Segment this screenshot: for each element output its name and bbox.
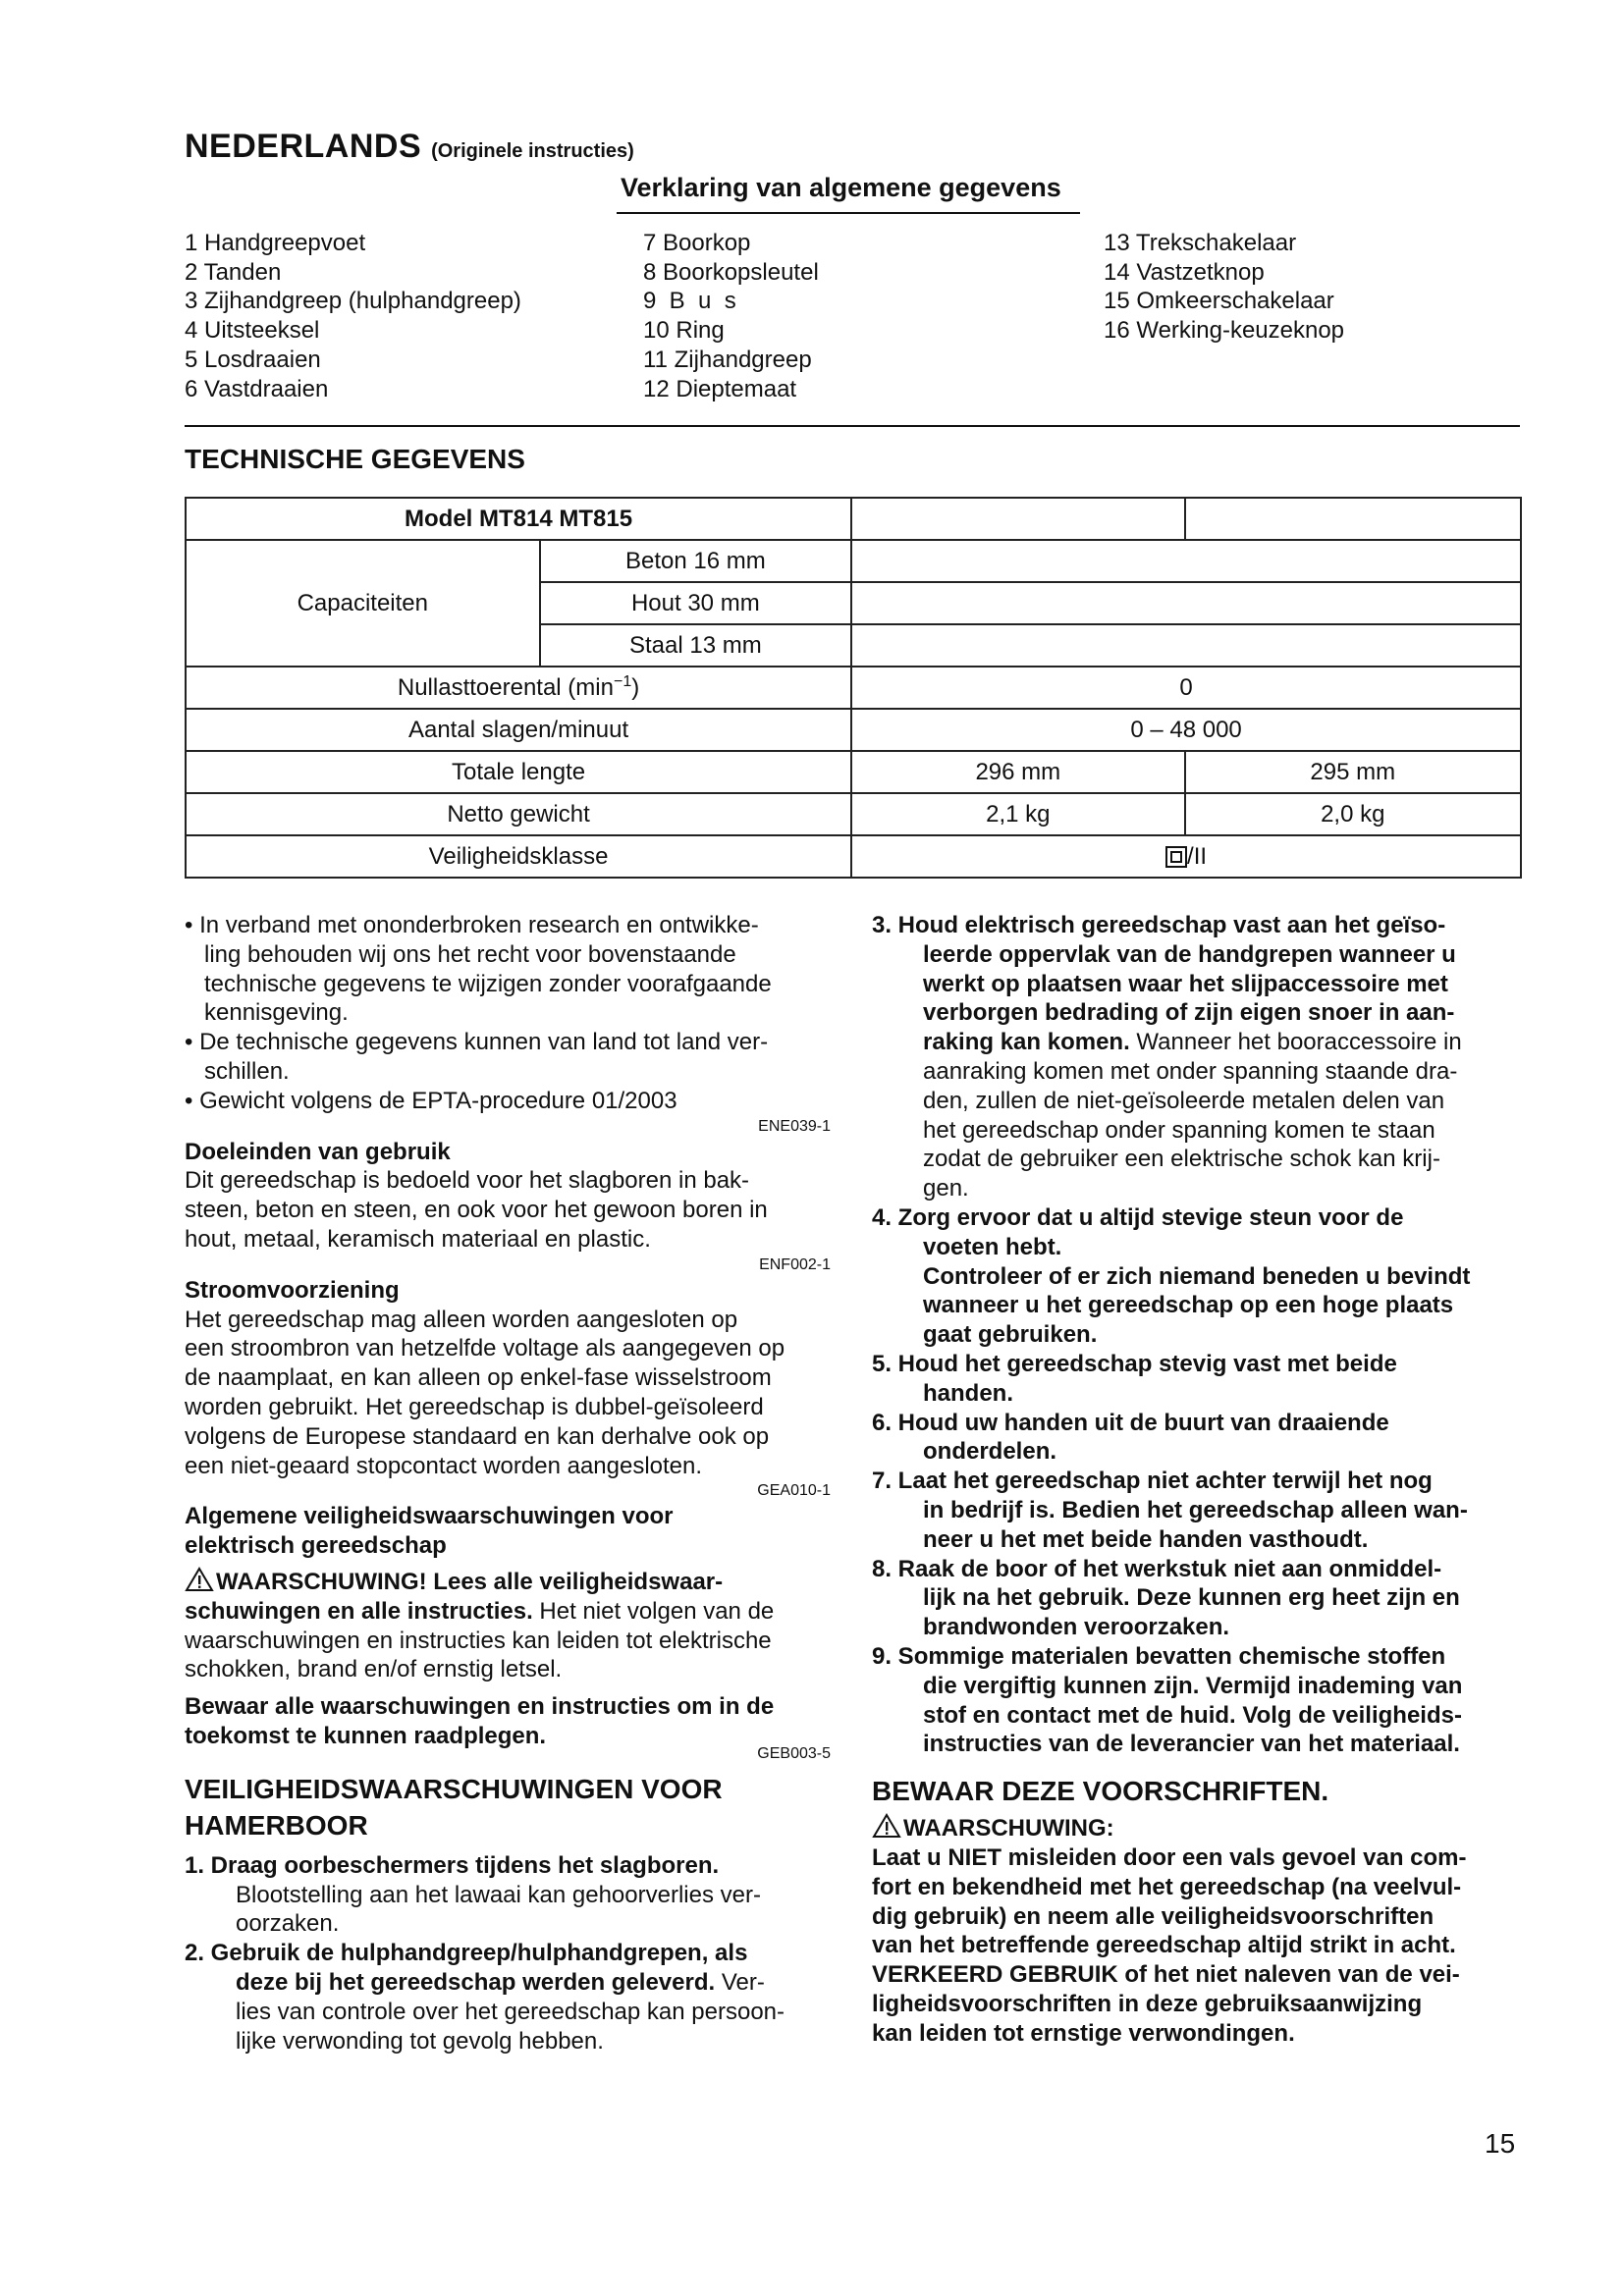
doc-code: ENE039-1 — [758, 1117, 831, 1135]
noload-close: ) — [631, 674, 640, 701]
doc-code: ENF002-1 — [759, 1255, 831, 1273]
legend-item: 5 Losdraaien — [185, 346, 321, 373]
section-divider — [185, 425, 1520, 427]
note-line: • In verband met ononderbroken research en ontwikke- — [185, 912, 759, 938]
keep-heading: BEWAAR DEZE VOORSCHRIFTEN. — [872, 1776, 1329, 1807]
legend-item: 10 Ring — [643, 317, 725, 345]
legend-item: 4 Uitsteeksel — [185, 317, 320, 345]
table-cell — [1185, 498, 1521, 540]
text-line: neer u het met beide handen vasthoudt. — [923, 1525, 1369, 1553]
table-row — [186, 667, 1521, 709]
list-item-text: Ver- — [715, 1968, 765, 1996]
text-line: wanneer u het gereedschap op een hoge plaats — [923, 1292, 1454, 1319]
text-line: Het gereedschap mag alleen worden aangesloten op — [185, 1306, 738, 1333]
text-line: lies van controle over het gereedschap kan persoon- — [236, 1998, 785, 2025]
capacity-row: Hout 30 mm — [540, 582, 852, 624]
text-line: den, zullen de niet-geïsoleerde metalen delen van — [923, 1087, 1445, 1114]
safety-class: /II — [1187, 842, 1208, 870]
length-label: Totale lengte — [186, 751, 851, 793]
list-item: 3. Houd elektrisch gereedschap vast aan het geïso- — [872, 912, 1446, 938]
right-column — [872, 911, 1522, 2048]
text-line: worden gebruikt. Het gereedschap is dubbel-geïsoleerd — [185, 1393, 764, 1420]
text-line: Blootstelling aan het lawaai kan gehoorverlies ver- — [236, 1881, 761, 1908]
text-line: een niet-geaard stopcontact worden aangesloten. — [185, 1452, 703, 1479]
legend-item: 8 Boorkopsleutel — [643, 258, 819, 286]
warning-text: WAARSCHUWING! Lees alle veiligheidswaar- — [216, 1568, 724, 1595]
spec-table — [185, 497, 1522, 879]
language-title: NEDERLANDS — [185, 128, 422, 165]
table-row — [186, 835, 1521, 878]
hammer-heading: VEILIGHEIDSWAARSCHUWINGEN VOOR — [185, 1773, 723, 1804]
warning-block — [185, 1567, 831, 1684]
warning-triangle-icon — [185, 1567, 214, 1592]
note-line: kennisgeving. — [204, 999, 349, 1027]
table-row — [186, 793, 1521, 835]
capacity-row: Beton 16 mm — [540, 540, 852, 582]
legend-item: 11 Zijhandgreep — [643, 346, 812, 373]
general-heading: elektrisch gereedschap — [185, 1532, 447, 1560]
table-row — [186, 498, 1521, 540]
text-line: dig gebruik) en neem alle veiligheidsvoorschriften — [872, 1902, 1435, 1930]
power-heading: Stroomvoorziening — [185, 1276, 400, 1304]
text-line: Controleer of er zich niemand beneden u bevindt — [923, 1262, 1471, 1290]
text-line: stof en contact met de huid. Volg de veiligheids- — [923, 1701, 1462, 1729]
text-line: gaat gebruiken. — [923, 1321, 1098, 1349]
warning-line — [185, 1567, 831, 1597]
hammer-heading: HAMERBOOR — [185, 1809, 368, 1841]
text-line: oorzaken. — [236, 1910, 340, 1938]
page-number: 15 — [1485, 2128, 1516, 2159]
table-row — [186, 540, 1521, 582]
text-line: die vergiftig kunnen zijn. Vermijd inademing van — [923, 1672, 1463, 1699]
warning-label — [872, 1813, 1522, 1843]
doc-code: GEB003-5 — [757, 1744, 831, 1762]
list-item-text: Wanneer het booraccessoire in — [1129, 1029, 1462, 1056]
language-note: (Originele instructies) — [431, 140, 634, 162]
list-item-bold: deze bij het gereedschap werden geleverd. — [236, 1968, 716, 1996]
legend-item: 7 Boorkop — [643, 230, 751, 256]
table-cell — [851, 624, 1521, 667]
text-line: Dit gereedschap is bedoeld voor het slagboren in bak- — [185, 1167, 750, 1195]
noload-label — [186, 667, 851, 709]
text-line: steen, beton en steen, en ook voor het gewoon boren in — [185, 1197, 768, 1224]
legend-item: 1 Handgreepvoet — [185, 230, 366, 256]
note-line: ling behouden wij ons het recht voor bovenstaande — [204, 940, 736, 968]
list-item-bold: raking kan komen. — [923, 1029, 1130, 1056]
table-cell — [851, 540, 1521, 582]
table-row — [186, 751, 1521, 793]
legend-item: 14 Vastzetknop — [1104, 258, 1265, 286]
list-item: 5. Houd het gereedschap stevig vast met beide — [872, 1350, 1397, 1377]
use-heading: Doeleinden van gebruik — [185, 1138, 451, 1165]
list-item: 6. Houd uw handen uit de buurt van draaiende — [872, 1409, 1389, 1436]
weight-label: Netto gewicht — [186, 793, 851, 835]
text-line: ligheidsvoorschriften in deze gebruiksaanwijzing — [872, 1990, 1423, 2017]
safety-label: Veiligheidsklasse — [186, 835, 851, 878]
text-line: volgens de Europese standaard en kan derhalve ook op — [185, 1422, 770, 1450]
list-item: 7. Laat het gereedschap niet achter terwijl het nog — [872, 1468, 1433, 1495]
legend-rule — [617, 212, 1080, 214]
length-mt814: 296 mm — [851, 751, 1184, 793]
language-heading — [185, 128, 634, 166]
model-header: Model MT814 MT815 — [186, 498, 851, 540]
text-line: het gereedschap onder spanning komen te staan — [923, 1116, 1435, 1144]
legend-column-2 — [643, 229, 819, 403]
text-line: VERKEERD GEBRUIK of het niet naleven van de vei- — [872, 1961, 1460, 1989]
note-line: • Gewicht volgens de EPTA-procedure 01/2003 — [185, 1087, 677, 1114]
bpm-label: Aantal slagen/minuut — [186, 709, 851, 751]
legend-item: 6 Vastdraaien — [185, 375, 329, 402]
warning-line — [185, 1597, 831, 1627]
text-line: handen. — [923, 1379, 1014, 1407]
text-line: waarschuwingen en instructies kan leiden tot elektrische — [185, 1627, 772, 1654]
legend-item: 3 Zijhandgreep (hulphandgreep) — [185, 288, 521, 315]
legend-title: Verklaring van algemene gegevens — [621, 173, 1061, 202]
text-line — [872, 1028, 1522, 1057]
capacity-label: Capaciteiten — [186, 540, 540, 667]
keep-instructions: toekomst te kunnen raadplegen. — [185, 1722, 547, 1749]
noload-label-text: Nullasttoerental (min — [397, 674, 614, 701]
text-line: werkt op plaatsen waar het slijpaccessoire met — [923, 970, 1448, 997]
warning-text: WAARSCHUWING: — [903, 1815, 1114, 1842]
text-line: Laat u NIET misleiden door een vals gevoel van com- — [872, 1843, 1467, 1871]
note-line: technische gegevens te wijzigen zonder voorafgaande — [204, 970, 772, 997]
warning-triangle-icon — [872, 1813, 901, 1839]
list-item: 4. Zorg ervoor dat u altijd stevige steun voor de — [872, 1203, 1404, 1231]
text-line: voeten hebt. — [923, 1233, 1062, 1260]
list-item: 2. Gebruik de hulphandgreep/hulphandgrepen, als — [185, 1940, 748, 1967]
text-line: brandwonden veroorzaken. — [923, 1614, 1230, 1641]
capacity-row: Staal 13 mm — [540, 624, 852, 667]
length-mt815: 295 mm — [1185, 751, 1521, 793]
weight-mt815: 2,0 kg — [1185, 793, 1521, 835]
legend-item: 15 Omkeerschakelaar — [1104, 288, 1334, 315]
bpm-value: 0 – 48 000 — [851, 709, 1521, 751]
text-line: onderdelen. — [923, 1438, 1057, 1466]
noload-value: 0 — [851, 667, 1521, 709]
legend-item: 9 B u s — [643, 288, 736, 315]
double-insulation-icon — [1165, 846, 1187, 868]
table-cell — [851, 582, 1521, 624]
list-item: 1. Draag oorbeschermers tijdens het slagboren. — [185, 1851, 720, 1879]
text-line: in bedrijf is. Bedien het gereedschap alleen wan- — [923, 1496, 1468, 1523]
general-heading: Algemene veiligheidswaarschuwingen voor — [185, 1503, 674, 1530]
text-line: verborgen bedrading of zijn eigen snoer in aan- — [923, 999, 1455, 1027]
doc-code: GEA010-1 — [757, 1482, 831, 1500]
table-row — [186, 709, 1521, 751]
text-line: een stroombron van hetzelfde voltage als aangegeven op — [185, 1335, 785, 1362]
table-cell — [851, 498, 1184, 540]
text-line: schokken, brand en/of ernstig letsel. — [185, 1656, 563, 1683]
list-item: 8. Raak de boor of het werkstuk niet aan onmiddel- — [872, 1555, 1442, 1582]
text-line: de naamplaat, en kan alleen op enkel-fase wisselstroom — [185, 1364, 772, 1392]
text-line: van het betreffende gereedschap altijd strikt in acht. — [872, 1932, 1456, 1959]
left-column — [185, 911, 831, 2056]
tech-heading: TECHNISCHE GEGEVENS — [185, 444, 525, 474]
text-line: zodat de gebruiker een elektrische schok kan krij- — [923, 1146, 1440, 1173]
legend-item: 13 Trekschakelaar — [1104, 230, 1297, 256]
note-line: • De technische gegevens kunnen van land tot land ver- — [185, 1029, 769, 1056]
legend-column-1 — [185, 229, 521, 403]
text-line: gen. — [923, 1175, 969, 1202]
text-line: instructies van de leverancier van het materiaal. — [923, 1731, 1460, 1758]
noload-sup: −1 — [613, 673, 632, 690]
text-line: hout, metaal, keramisch materiaal en plastic. — [185, 1225, 651, 1253]
legend-item: 2 Tanden — [185, 258, 282, 286]
legend-item: 12 Dieptemaat — [643, 375, 797, 402]
warning-text: schuwingen en alle instructies. — [185, 1597, 533, 1625]
text-line: leerde oppervlak van de handgrepen wanneer u — [923, 940, 1456, 968]
legend-column-3 — [1104, 229, 1344, 346]
text-line: lijke verwonding tot gevolg hebben. — [236, 2027, 604, 2055]
warning-text: Het niet volgen van de — [532, 1597, 775, 1625]
keep-instructions: Bewaar alle waarschuwingen en instructies om in de — [185, 1693, 775, 1721]
text-line: kan leiden tot ernstige verwondingen. — [872, 2019, 1295, 2047]
text-line — [185, 1968, 831, 1998]
text-line: fort en bekendheid met het gereedschap (na veelvul- — [872, 1873, 1462, 1900]
text-line: aanraking komen met onder spanning staande dra- — [923, 1057, 1458, 1085]
weight-mt814: 2,1 kg — [851, 793, 1184, 835]
text-line: lijk na het gebruik. Deze kunnen erg heet zijn en — [923, 1584, 1460, 1612]
note-line: schillen. — [204, 1057, 290, 1085]
notes — [185, 911, 831, 1116]
safety-value-cell — [851, 835, 1521, 878]
legend-item: 16 Werking-keuzeknop — [1104, 317, 1345, 345]
list-item: 9. Sommige materialen bevatten chemische stoffen — [872, 1642, 1446, 1670]
